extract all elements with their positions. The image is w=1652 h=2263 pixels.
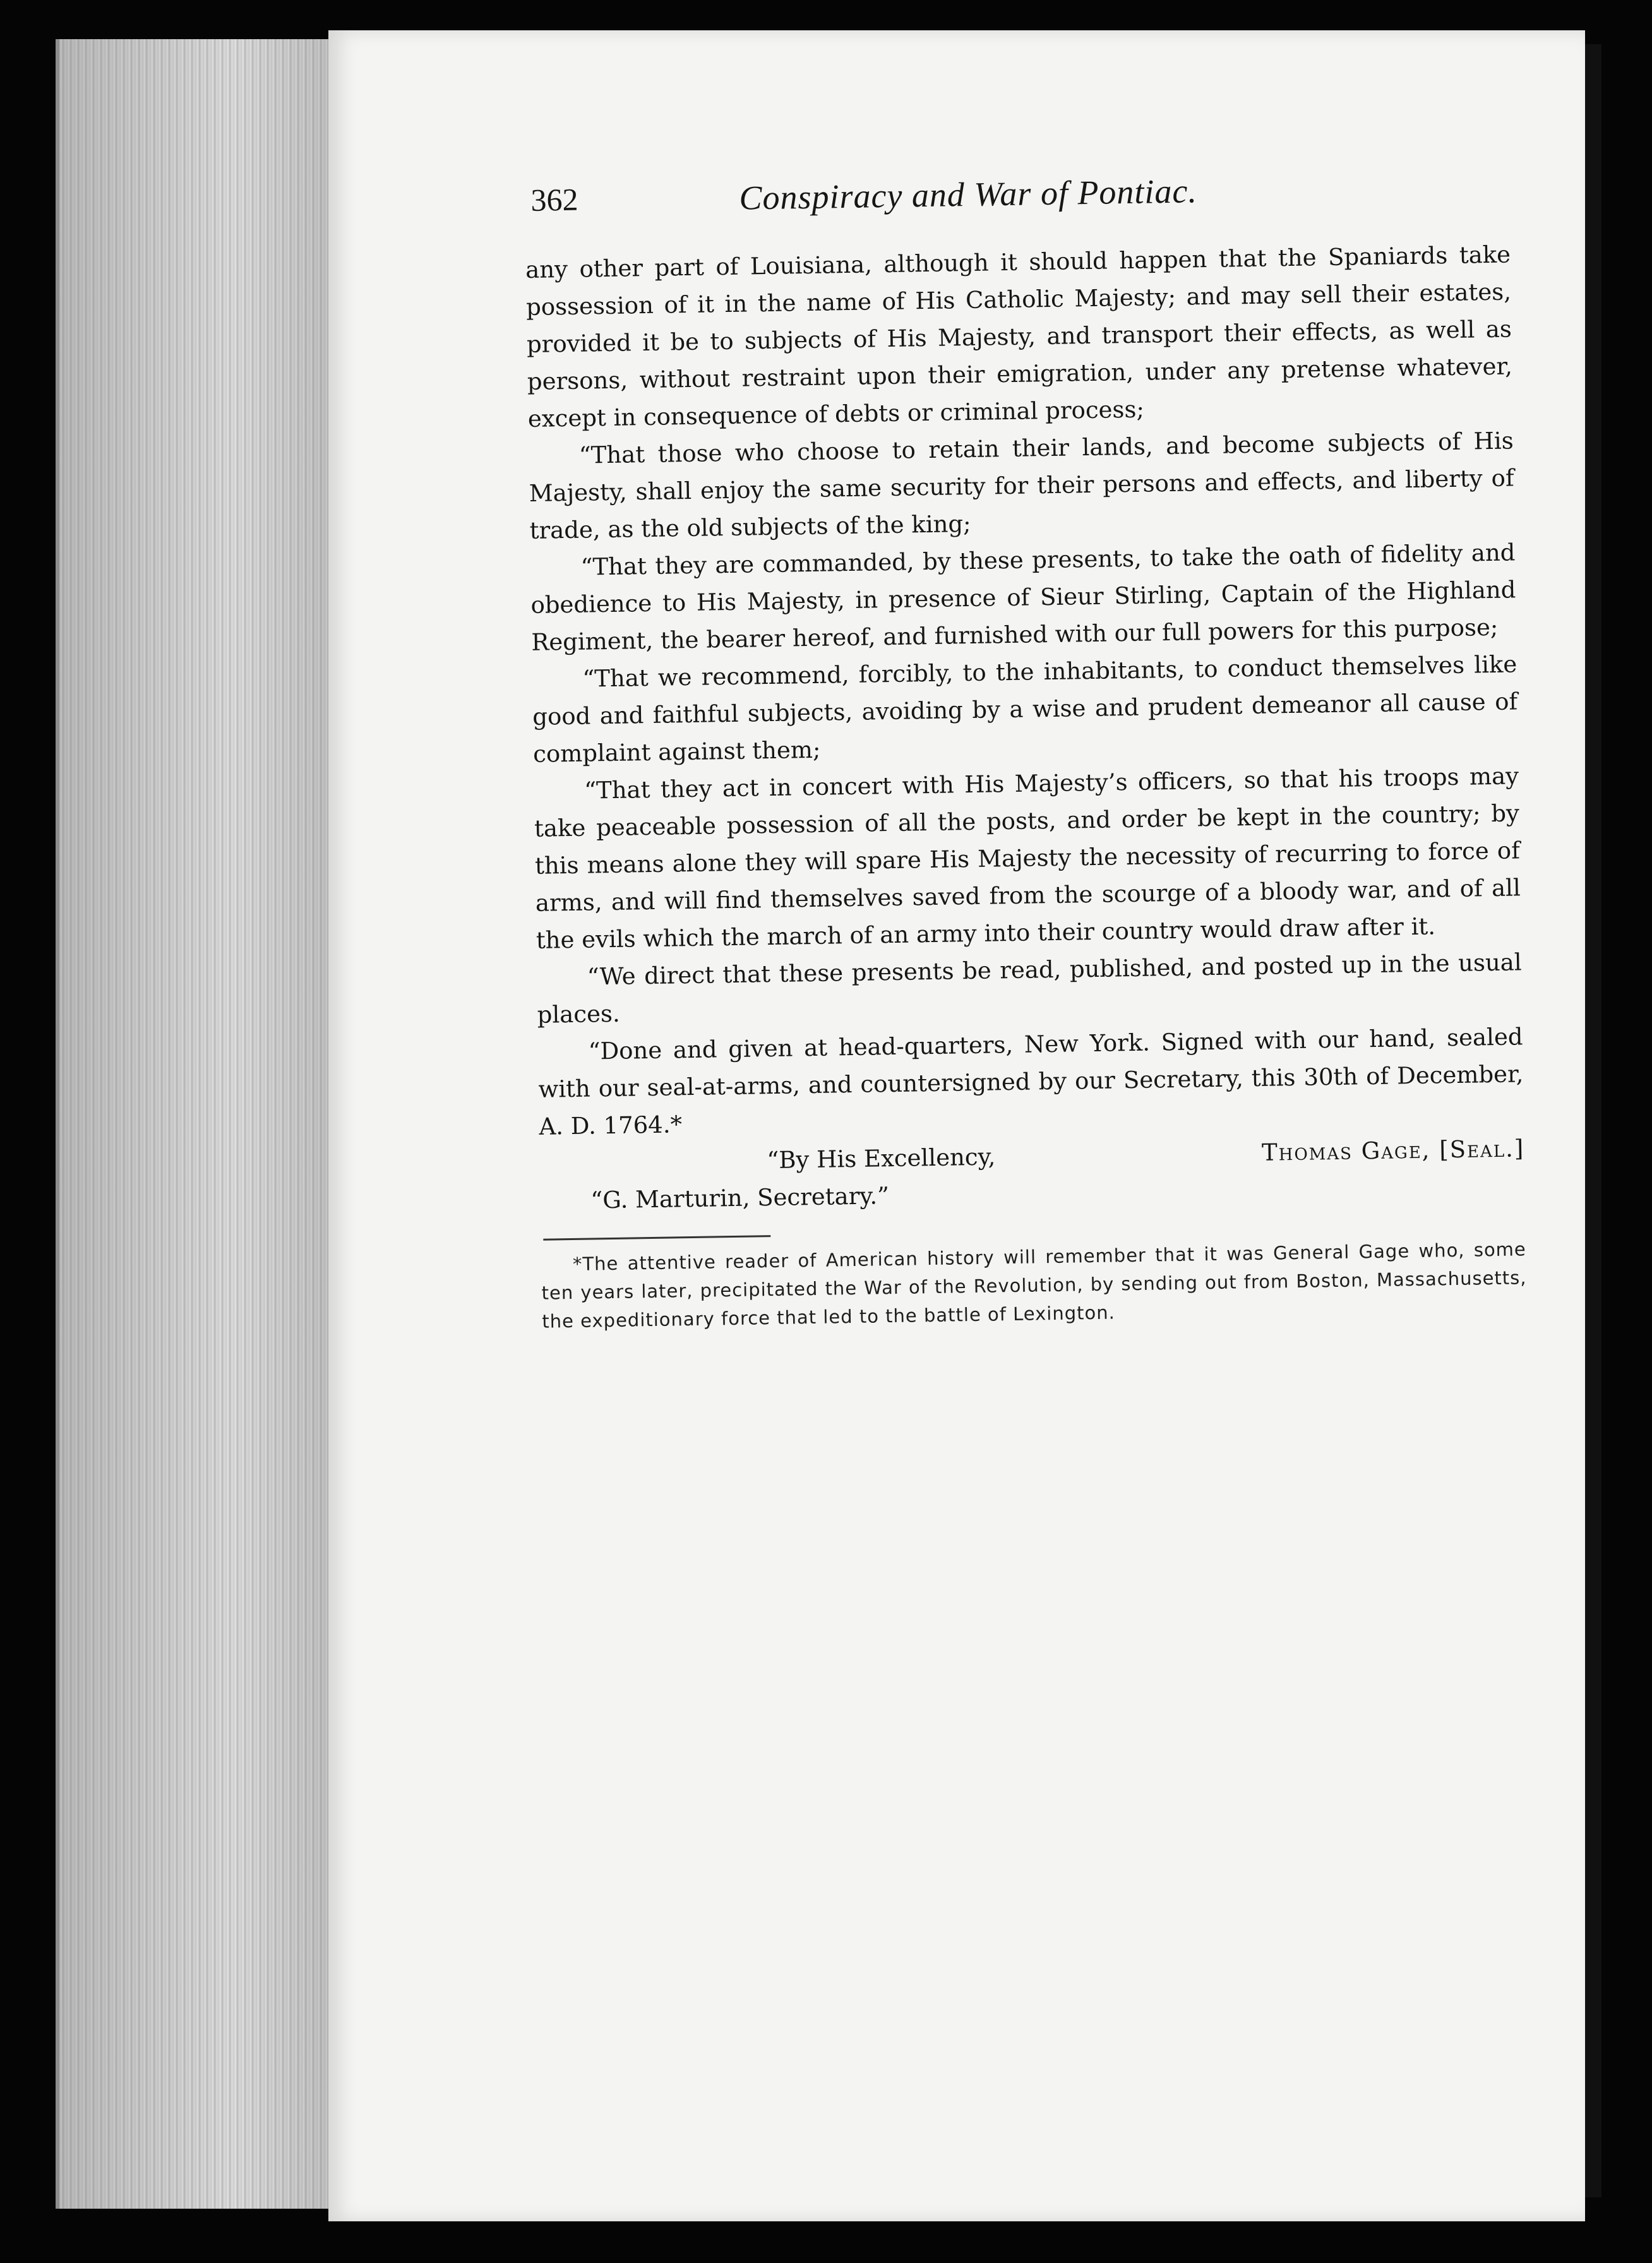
signature-name: Thomas Gage, [Seal.] xyxy=(1261,1135,1525,1166)
signature-attribution: “By His Excellency, xyxy=(767,1143,996,1174)
page-edges-shading xyxy=(56,39,352,2209)
paragraph: any other part of Louisiana, although it should happen that the Spaniards take possession of it in the name of His Catholic Majesty; and may sell their estates, provided it be to subjects of His Majesty, and transport their effects, as well as persons, without restraint upon their emigration, under any pretense whatever, except in consequence of debts or criminal process; xyxy=(525,241,1513,433)
page-number: 362 xyxy=(530,181,578,218)
footnote-rule xyxy=(543,1235,770,1241)
paragraph: “That they are commanded, by these presents, to take the oath of fidelity and obedience to His Majesty, in presence of Sieur Stirling, Captain of the Highland Regiment, the bearer hereof, and furnished with our full powers for this purpose; xyxy=(530,539,1516,656)
paragraph: “That we recommend, forcibly, to the inhabitants, to conduct themselves like good and faithful subjects, avoiding by a wise and prudent demeanor all cause of complaint against them; xyxy=(532,650,1518,768)
running-title: Conspiracy and War of Pontiac. xyxy=(738,172,1198,217)
body-text xyxy=(525,236,1524,1145)
paragraph: “Done and given at head-quarters, New York. Signed with our hand, sealed with our seal-at-arms, and countersigned by our Secretary, this 30th of December, A. D. 1764.* xyxy=(538,1023,1524,1140)
book-page xyxy=(328,30,1585,2221)
page-content xyxy=(524,166,1528,1335)
secretary-line: “G. Marturin, Secretary.” xyxy=(590,1182,890,1214)
running-head xyxy=(524,166,1510,238)
paragraph: “We direct that these presents be read, published, and posted up in the usual places. xyxy=(537,948,1522,1029)
paragraph: “That they act in concert with His Majesty’s officers, so that his troops may take peaceable possession of all the posts, and order be kept in the country; by this means alone they will spare His Majesty the necessity of recurring to force of arms, and will find themselves saved from the scourge of a bloody war, and of all the evils which the march of an army into their country would draw after it. xyxy=(534,762,1521,954)
footnote: *The attentive reader of American history will remember that it was General Gage who, some ten years later, precipitated the War of the Revolution, by sending out from Boston, Massachusetts, the expeditionary force that led to the battle of Lexington. xyxy=(541,1238,1527,1332)
paragraph: “That those who choose to retain their lands, and become subjects of His Majesty, shall enjoy the same security for their persons and effects, and liberty of trade, as the old subjects of the king; xyxy=(529,427,1514,544)
facing-page-edge xyxy=(1585,44,1601,2197)
